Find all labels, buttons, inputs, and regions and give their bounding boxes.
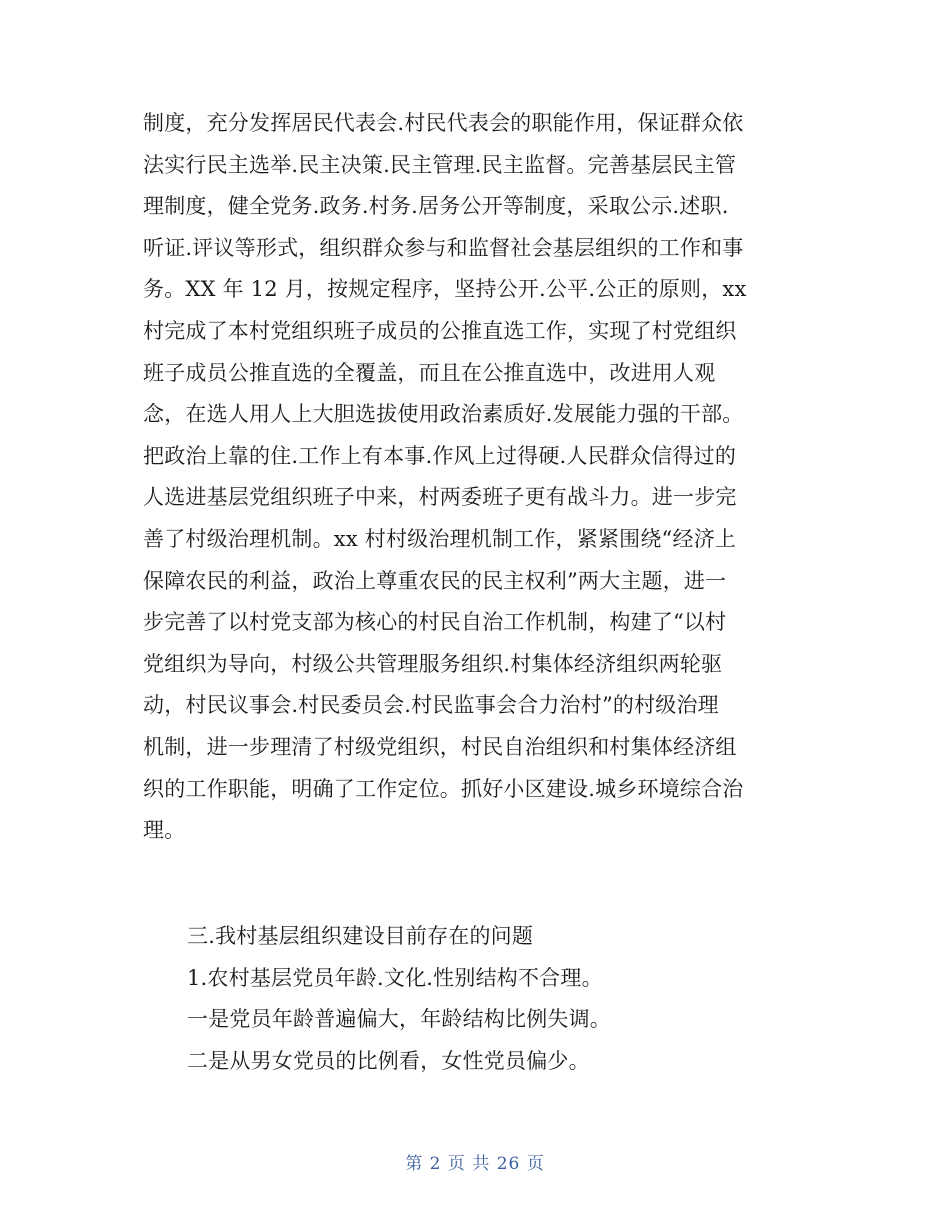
body-line: 机制，进一步理清了村级党组织，村民自治组织和村集体经济组 (143, 734, 737, 759)
body-line: 法实行民主选举.民主决策.民主管理.民主监督。完善基层民主管 (143, 152, 737, 177)
body-line: 把政治上靠的住.工作上有本事.作风上过得硬.人民群众信得过的 (143, 443, 737, 468)
body-line: 动，村民议事会.村民委员会.村民监事会合力治村”的村级治理 (143, 693, 719, 718)
problems-section (143, 916, 813, 1082)
page-footer (0, 1149, 950, 1174)
page-number-label: 第 2 页 共 26 页 (405, 1154, 545, 1174)
body-line: 善了村级治理机制。xx 村村级治理机制工作，紧紧围绕“经济上 (143, 526, 737, 551)
body-line: 人选进基层党组织班子中来，村两委班子更有战斗力。进一步完 (143, 485, 737, 510)
section-heading: 三.我村基层组织建设目前存在的问题 (187, 924, 534, 948)
body-line: 班子成员公推直选的全覆盖，而且在公推直选中，改进用人观 (143, 360, 716, 385)
point-item: 一是党员年龄普遍偏大，年龄结构比例失调。 (187, 1007, 611, 1032)
point-item: 二是从男女党员的比例看，女性党员偏少。 (187, 1048, 590, 1073)
body-line: 听证.评议等形式，组织群众参与和监督社会基层组织的工作和事 (143, 235, 744, 260)
body-line: 村完成了本村党组织班子成员的公推直选工作，实现了村党组织 (143, 318, 737, 343)
body-line: 步完善了以村党支部为核心的村民自治工作机制，构建了“以村 (143, 610, 727, 635)
body-line: 制度，充分发挥居民代表会.村民代表会的职能作用，保证群众依 (143, 111, 744, 135)
sub-heading: 1.农村基层党员年龄.文化.性别结构不合理。 (187, 965, 603, 990)
body-line: 织的工作职能，明确了工作定位。抓好小区建设.城乡环境综合治 (143, 776, 744, 801)
body-line: 念，在选人用人上大胆选拔使用政治素质好.发展能力强的干部。 (143, 402, 744, 427)
body-line: 党组织为导向，村级公共管理服务组织.村集体经济组织两轮驱 (143, 651, 723, 676)
body-paragraph (143, 103, 813, 852)
body-line: 理制度，健全党务.政务.村务.居务公开等制度，采取公示.述职. (143, 194, 729, 219)
body-line: 务。XX 年 12 月，按规定程序，坚持公开.公平.公正的原则，xx (143, 277, 747, 302)
body-line: 理。 (143, 818, 186, 843)
body-line: 保障农民的利益，政治上尊重农民的民主权利”两大主题，进一 (143, 568, 727, 593)
